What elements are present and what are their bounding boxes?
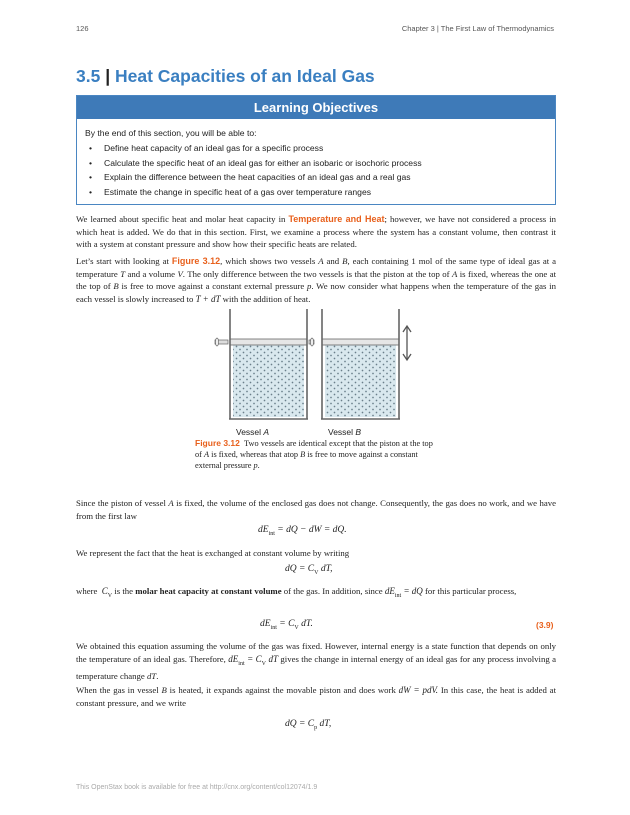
text-run: is the <box>112 586 136 596</box>
double-arrow-icon <box>403 326 411 360</box>
text-run: . We now consider what happens when the temperature of the gas in each vessel is slowly increased to <box>76 281 556 304</box>
running-header: Chapter 3 | The First Law of Thermodynamics <box>401 24 554 33</box>
equation-first-law: $dE_{int}$ = dQ − dW = dQ. <box>258 525 347 537</box>
text-run: is fixed, the volume of the enclosed gas does not change. Consequently, the gas does no work, and we have from the first law <box>76 498 556 521</box>
paragraph-fixed-piston <box>76 497 556 522</box>
var-dt: dT <box>146 670 157 681</box>
section-separator: | <box>105 66 111 86</box>
inline-equation: $C_V$ <box>101 586 113 599</box>
section-number: 3.5 <box>76 66 101 86</box>
text-run: , each containing 1 mol of the same type of ideal gas at a temperature <box>76 256 556 279</box>
text-run: is fixed, whereas the one at the top of <box>76 268 557 292</box>
vessel-a-drawing <box>215 309 314 419</box>
var-p: p <box>253 461 258 471</box>
text-run: Since the piston of vessel <box>76 498 169 508</box>
inline-equation: $dE_{int} = C_V$ dT <box>228 653 278 667</box>
paragraph-cv-definition <box>76 585 556 602</box>
objective-item: • Calculate the specific heat of an ideal gas for either an isobaric or isochoric process <box>89 158 555 168</box>
var-b: B <box>161 685 167 695</box>
var-p: p <box>307 281 312 292</box>
vessel-b-label <box>328 427 361 437</box>
paragraph-constant-volume: We represent the fact that the heat is exchanged at constant volume by writing <box>76 548 350 558</box>
text-run: is fixed, whereas that atop <box>209 450 301 460</box>
var-b: B <box>342 256 348 266</box>
equation-dEint-cv: $dE_{int} = C_V$ dT. <box>260 619 313 631</box>
figure-caption-label: Figure 3.12 <box>195 438 240 448</box>
var-a: A <box>451 268 458 279</box>
paragraph-vessels <box>76 255 556 305</box>
section-title <box>76 66 375 87</box>
figure-vessels-illustration <box>200 303 430 428</box>
learning-objectives-box <box>76 95 556 205</box>
var-b: B <box>113 281 119 292</box>
text-run: Let’s start with looking at <box>76 256 172 266</box>
link-figure-3-12[interactable]: Figure 3.12 <box>171 256 221 266</box>
text-run: where <box>76 586 98 596</box>
objective-item: • Explain the difference between the heat capacities of an ideal gas and a real gas <box>89 172 555 182</box>
inline-equation: $dE_{int}$ = dQ <box>384 586 423 599</box>
equation-dq-cv: dQ = $C_V$ dT, <box>285 564 333 576</box>
paragraph-intro <box>76 213 556 251</box>
text-run: of the gas. In addition, since <box>281 586 385 596</box>
text-run: is heated, it expands against the movable piston and does work <box>166 685 399 695</box>
text-run: Vessel <box>236 427 264 437</box>
paragraph-vessel-b-heated <box>76 684 556 709</box>
text-run: . <box>257 461 260 471</box>
text-run: for this particular process, <box>422 586 517 596</box>
link-temperature-and-heat[interactable]: Temperature and Heat <box>288 214 385 224</box>
figure-caption <box>195 438 440 472</box>
text-run: Vessel <box>328 427 356 437</box>
text-run: . <box>156 670 159 681</box>
section-title-text: Heat Capacities of an Ideal Gas <box>114 66 375 86</box>
var-t: T <box>120 268 126 279</box>
text-run: ; however, we have not considered a process in which heat is added. We do that in this section. First, we examine a process where the system has a constant volume, then contrast it with a system at constant pressure and show how their specific heats are related. <box>76 214 556 250</box>
var-v: V <box>177 268 183 279</box>
inline-equation: T + dT <box>195 293 221 304</box>
text-run: with the addition of heat. <box>220 293 311 304</box>
var-a: A <box>318 256 324 266</box>
learning-objectives-intro: By the end of this section, you will be able to: <box>85 128 257 138</box>
page-number: 126 <box>76 24 89 33</box>
text-run: . The only difference between the two vessels is that the piston at the top of <box>182 268 452 279</box>
learning-objectives-heading: Learning Objectives <box>77 96 555 119</box>
inline-equation: dW = pdV. <box>398 685 439 695</box>
equation-dq-cp: dQ = $C_p$ dT, <box>285 719 332 731</box>
var-b: B <box>300 450 306 460</box>
footer-credit: This OpenStax book is available for free at http://cnx.org/content/col12074/1.9 <box>76 784 318 791</box>
text-run: Two vessels are identical except that the piston at the top of <box>195 439 433 460</box>
var-b: B <box>355 427 362 437</box>
text-run: When the gas in vessel <box>76 685 162 695</box>
text-run: We learned about specific heat and molar heat capacity in <box>76 214 289 224</box>
text-run: is free to move against a constant external pressure <box>195 450 418 471</box>
vessel-a-label <box>236 427 269 437</box>
text-run: and a volume <box>125 268 178 279</box>
text-run: , which shows two vessels <box>220 256 319 266</box>
text-run: and <box>323 256 343 266</box>
equation-number: (3.9) <box>536 620 554 630</box>
paragraph-state-function <box>76 640 556 683</box>
text-run: We obtained this equation assuming the volume of the gas was fixed. However, internal energy is a state function that depends on only the temperature of an ideal gas. Therefore, <box>76 641 556 664</box>
text-run: gives the change in internal energy of an ideal gas for any process involving a temperature change <box>76 653 556 681</box>
vessel-b-drawing <box>321 309 400 419</box>
var-a: A <box>204 450 210 460</box>
text-run: is free to move against a constant external pressure <box>118 281 307 292</box>
objective-item: • Estimate the change in specific heat of a gas over temperature ranges <box>89 187 555 197</box>
var-a: A <box>263 427 270 437</box>
learning-objectives-list <box>77 143 555 197</box>
term-molar-heat-capacity-cv: molar heat capacity at constant volume <box>135 586 282 596</box>
text-run: In this case, the heat is added at constant pressure, and we write <box>76 685 556 708</box>
objective-item: • Define heat capacity of an ideal gas for a specific process <box>89 143 555 153</box>
var-a: A <box>168 498 174 508</box>
